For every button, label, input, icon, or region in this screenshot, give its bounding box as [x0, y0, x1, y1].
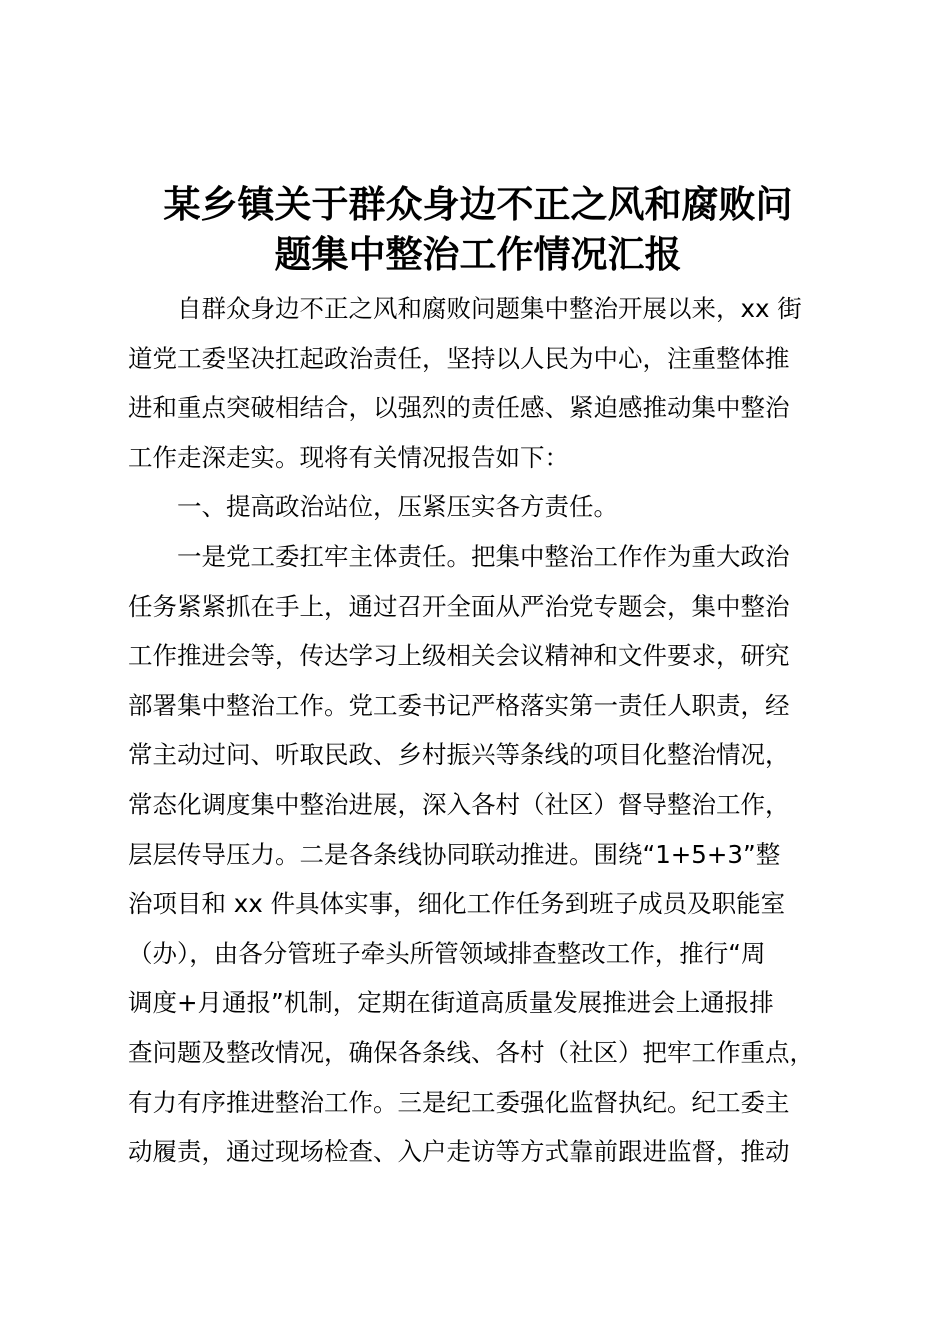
text-line: 自群众身边不正之风和腐败问题集中整治开展以来，xx 街 [177, 294, 802, 323]
document-body [128, 284, 828, 1177]
intro-paragraph [128, 284, 828, 482]
title-line: 某乡镇关于群众身边不正之风和腐败问 [163, 183, 793, 226]
text-line: 层层传导压力。二是各条线协同联动推进。围绕“1+5+3”整 [128, 839, 781, 869]
text-line: 常态化调度集中整治进展，深入各村（社区）督导整治工作， [128, 789, 790, 819]
document-title [128, 180, 828, 280]
section-heading: 一、提高政治站位，压紧压实各方责任。 [177, 492, 618, 522]
text-line: 工作走深走实。现将有关情况报告如下： [128, 442, 569, 472]
text-line: （办），由各分管班子牵头所管领域排查整改工作，推行“周 [128, 938, 766, 968]
text-line: 工作推进会等，传达学习上级相关会议精神和文件要求，研究 [128, 641, 790, 671]
section-paragraph [128, 532, 828, 1177]
text-line: 有力有序推进整治工作。三是纪工委强化监督执纪。纪工委主 [128, 1087, 790, 1117]
text-line: 部署集中整治工作。党工委书记严格落实第一责任人职责，经 [128, 690, 790, 720]
document-page [128, 180, 828, 1177]
text-line: 调度+月通报”机制，定期在街道高质量发展推进会上通报排 [128, 988, 774, 1018]
text-line: 常主动过问、听取民政、乡村振兴等条线的项目化整治情况， [128, 740, 790, 770]
text-line: 动履责，通过现场检查、入户走访等方式靠前跟进监督，推动 [128, 1137, 790, 1167]
text-line: 道党工委坚决扛起政治责任，坚持以人民为中心，注重整体推 [128, 343, 790, 373]
title-line: 题集中整治工作情况汇报 [274, 233, 682, 276]
text-line: 查问题及整改情况，确保各条线、各村（社区）把牢工作重点， [128, 1037, 814, 1067]
text-line: 治项目和 xx 件具体实事，细化工作任务到班子成员及职能室 [128, 889, 786, 919]
text-line: 进和重点突破相结合，以强烈的责任感、紧迫感推动集中整治 [128, 393, 790, 423]
text-line: 任务紧紧抓在手上，通过召开全面从严治党专题会，集中整治 [128, 591, 790, 621]
text-line: 一是党工委扛牢主体责任。把集中整治工作作为重大政治 [177, 541, 790, 571]
